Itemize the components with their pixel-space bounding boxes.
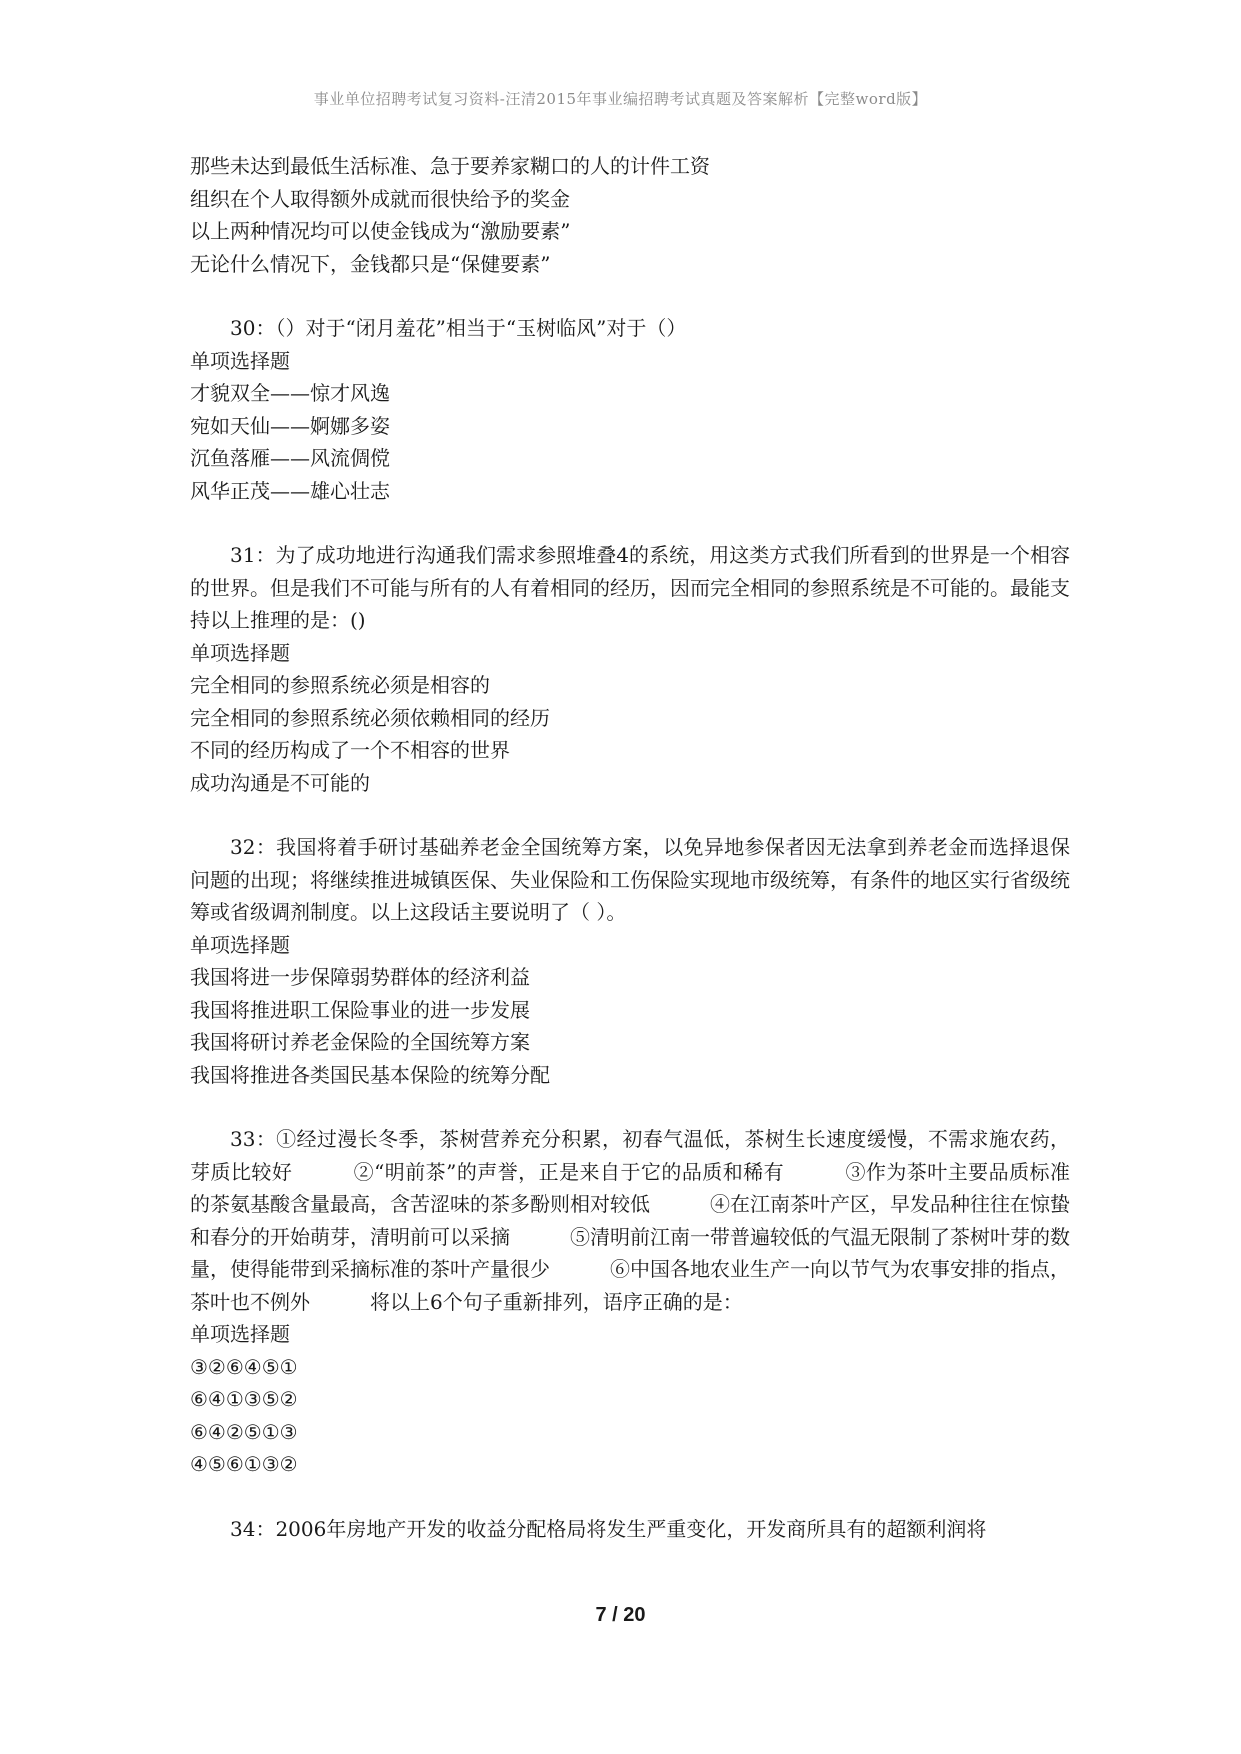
question-type: 单项选择题: [190, 348, 290, 373]
option-line: 我国将推进职工保险事业的进一步发展: [190, 997, 530, 1022]
question-34-text: 34：2006年房地产开发的收益分配格局将发生严重变化，开发商所具有的超额利润将: [230, 1516, 987, 1541]
option-line: 以上两种情况均可以使金钱成为“激励要素”: [190, 219, 571, 243]
question-type: 单项选择题: [190, 1322, 290, 1346]
option-line: 我国将推进各类国民基本保险的统筹分配: [190, 1062, 550, 1087]
option-line: 完全相同的参照系统必须是相容的: [190, 673, 490, 697]
option-line: 完全相同的参照系统必须依赖相同的经历: [190, 705, 550, 730]
option-line: ③②⑥④⑤①: [190, 1354, 298, 1379]
option-line: 宛如天仙——婀娜多姿: [190, 413, 390, 438]
question-type: 单项选择题: [190, 640, 290, 665]
option-line: ⑥④①③⑤②: [190, 1387, 298, 1411]
option-line: 无论什么情况下，金钱都只是“保健要素”: [190, 251, 551, 276]
option-line: 沉鱼落雁——风流倜傥: [190, 446, 390, 470]
option-line: 风华正茂——雄心壮志: [190, 478, 390, 503]
option-line: ⑥④②⑤①③: [190, 1419, 298, 1444]
option-line: 组织在个人取得额外成就而很快给予的奖金: [190, 186, 570, 211]
option-line: 不同的经历构成了一个不相容的世界: [190, 738, 510, 762]
option-line: 才貌双全——惊才风逸: [190, 381, 390, 405]
option-line: 我国将研讨养老金保险的全国统筹方案: [190, 1030, 530, 1054]
page-number: 7 / 20: [595, 1604, 646, 1626]
option-line: 那些未达到最低生活标准、急于要养家糊口的人的计件工资: [190, 154, 710, 178]
question-type: 单项选择题: [190, 932, 290, 957]
question-32-text: 32：我国将着手研讨基础养老金全国统筹方案，以免异地参保者因无法拿到养老金而选择退保问题的出现；将继续推进城镇医保、失业保险和工伤保险实现地市级统筹，有条件的地区实行省级统筹或省级调剂制度。以上这段话主要说明了（ ）。: [190, 835, 1070, 924]
question-30-text: 30：（）对于“闭月羞花”相当于“玉树临风”对于（）: [230, 316, 687, 340]
page-header: 事业单位招聘考试复习资料-汪清2015年事业编招聘考试真题及答案解析【完整word版】: [313, 90, 928, 108]
question-31-text: 31：为了成功地进行沟通我们需求参照堆叠4的系统，用这类方式我们所看到的世界是一个相容的世界。但是我们不可能与所有的人有着相同的经历，因而完全相同的参照系统是不可能的。最能支持以上推理的是：(): [190, 543, 1070, 632]
option-line: 我国将进一步保障弱势群体的经济利益: [190, 965, 530, 989]
option-line: 成功沟通是不可能的: [190, 770, 370, 795]
question-33-text: 33：①经过漫长冬季，茶树营养充分积累，初春气温低，茶树生长速度缓慢，不需求施农药，芽质比较好 ②“明前茶”的声誉，正是来自于它的品质和稀有 ③作为茶叶主要品质标准的茶氨基酸含量最高，含苦涩味的茶多酚则相对较低 ④在江南茶叶产区，早发品种往往在惊蛰和春分的开始萌芽，清明前可以采摘 ⑤清明前江南一带普遍较低的气温无限制了茶树叶芽的数量，使得能带到采摘标准的茶叶产量很少 ⑥中国各地农业生产一向以节气为农事安排的指点，茶叶也不例外 将以上6个句子重新排列，语序正确的是：: [190, 1127, 1070, 1314]
option-line: ④⑤⑥①③②: [190, 1452, 298, 1476]
document-body: [190, 150, 1070, 1545]
